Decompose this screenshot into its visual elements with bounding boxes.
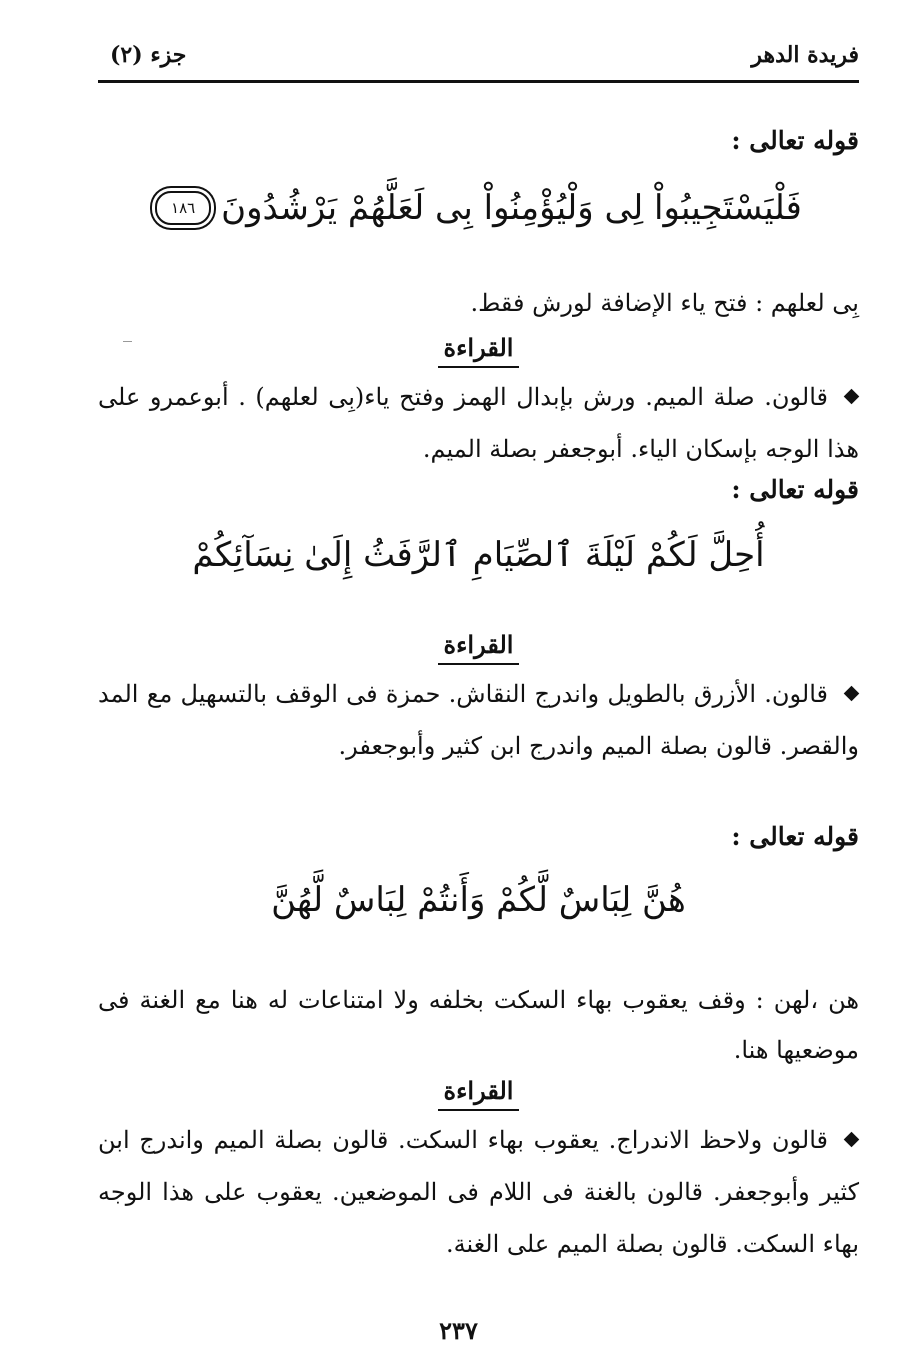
page-header [98,34,859,82]
section-heading [98,1076,859,1111]
reading-paragraph [98,668,859,772]
page-number: ٢٣٧ [439,1316,478,1345]
header-divider [98,80,859,83]
book-title: فريدة الدهر [751,42,859,68]
verse-intro: قوله تعالى : [731,126,859,155]
part-label: جزء (٢) [110,42,187,68]
quran-verse [98,868,859,932]
verse-text: هُنَّ لِبَاسٌ لَّكُمْ وَأَنتُمْ لِبَاسٌ لَّهُنَّ [271,880,686,920]
reading-paragraph [98,1114,859,1270]
reading-note: بِى لعلهم : فتح ياء الإضافة لورش فقط. [470,289,859,317]
reading-note: هن ،لهن : وقف يعقوب بهاء السكت بخلفه ولا امتناعات له هنا مع الغنة فى موضعيها هنا. [98,986,859,1064]
section-heading [98,333,859,368]
ayah-number-marker: ١٨٦ [155,191,211,225]
reading-paragraph [98,371,859,475]
section-heading [98,630,859,665]
quran-verse [98,522,859,586]
verse-intro: قوله تعالى : [731,475,859,504]
verse-intro: قوله تعالى : [731,822,859,851]
section-heading-text: القراءة [438,1076,520,1111]
diamond-bullet-icon [844,1132,860,1148]
reading-text: قالون. الأزرق بالطويل واندرج النقاش. حمزة فى الوقف بالتسهيل مع المد والقصر. قالون بصلة الميم واندرج ابن كثير وأبوجعفر. [98,680,859,760]
verse-text: أُحِلَّ لَكُمْ لَيْلَةَ ٱلصِّيَامِ ٱلرَّفَثُ إِلَىٰ نِسَآئِكُمْ [192,534,765,575]
reading-text: قالون ولاحظ الاندراج. يعقوب بهاء السكت. قالون بصلة الميم واندرج ابن كثير وأبوجعفر. قالون بالغنة فى اللام فى الموضعين. يعقوب على هذا الوجه بهاء السكت. قالون بصلة الميم على الغنة. [98,1126,859,1258]
diamond-bullet-icon [844,686,860,702]
verse-text: فَلْيَسْتَجِيبُواْ لِى وَلْيُؤْمِنُواْ بِى لَعَلَّهُمْ يَرْشُدُونَ [221,188,802,228]
reading-text: قالون. صلة الميم. ورش بإبدال الهمز وفتح ياء(بِى لعلهم) . أبوعمرو على هذا الوجه بإسكان الياء. أبوجعفر بصلة الميم. [98,383,859,463]
diamond-bullet-icon [844,389,860,405]
quran-verse [98,180,859,236]
section-heading-text: القراءة [438,333,520,368]
section-heading-text: القراءة [438,630,520,665]
